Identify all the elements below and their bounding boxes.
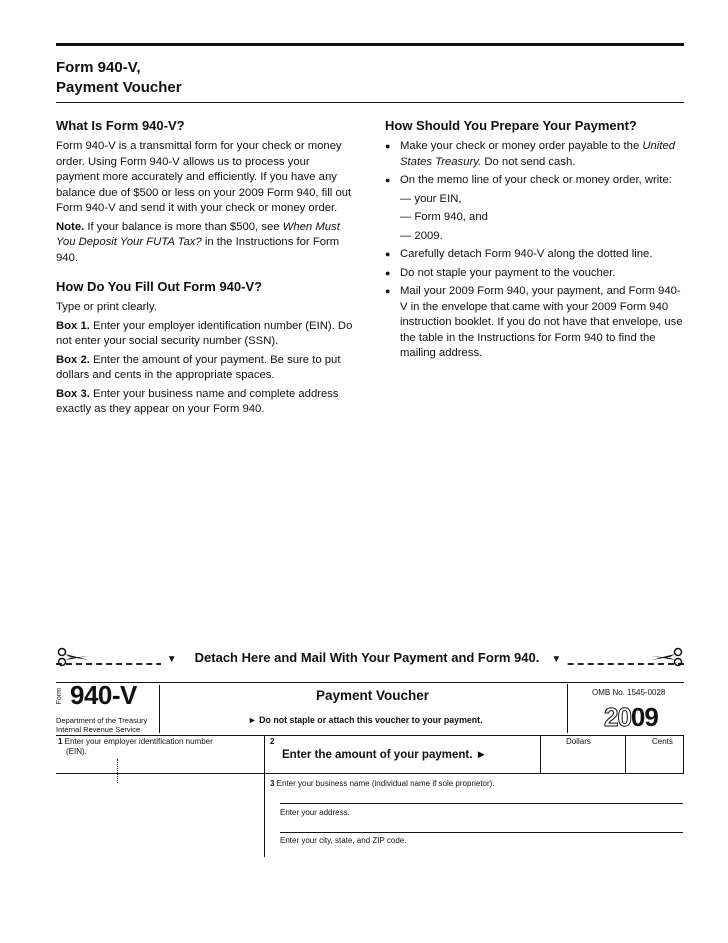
voucher-divider [567,684,568,733]
header-rule [56,102,684,103]
omb-number: OMB No. 1545-0028 [592,688,666,697]
box2-label: Box 2. [56,353,90,366]
memo-sub-year: — 2009. [400,229,443,242]
what-heading: What Is Form 940-V? [56,118,185,133]
bullet-memo: ● On the memo line of your check or money order, write: [385,173,685,189]
detach-instruction [0,649,728,667]
form-number: 940-V [70,680,137,710]
box3-text: Enter your business name (individual name if sole proprietor). [274,779,495,788]
dept-line-1: Department of the Treasury [56,716,148,725]
dept-line-2: Internal Revenue Service [56,725,141,734]
note-italic: When Must You Deposit Your FUTA Tax? [56,220,340,248]
detach-text: Detach Here and Mail With Your Payment and Form 940. [194,650,540,665]
bullet-payable-tail: Do not send cash. [481,155,576,168]
city-state-zip-label[interactable]: Enter your city, state, and ZIP code. [280,836,407,845]
cents-field-label[interactable]: Cents [652,737,673,746]
box3-paragraph [56,387,356,418]
box1-line-2: (EIN). [66,746,87,756]
bullet-detach: ● Carefully detach Form 940-V along the dotted line. [385,247,685,263]
bullet-payable-text: Make your check or money order payable to the [400,140,643,152]
voucher-divider [264,735,265,857]
right-column [385,117,685,365]
prepare-heading: How Should You Prepare Your Payment? [385,118,637,133]
business-name-line [280,803,683,804]
address-field-label[interactable]: Enter your address. [280,808,350,817]
voucher-row-rule [56,735,684,736]
amount-label: Enter the amount of your payment. ► [282,749,487,761]
note-label: Note. [56,220,85,233]
bullet-payable-italic: United States Treasury. [400,140,676,168]
address-line [280,832,683,833]
fill-heading: How Do You Fill Out Form 940-V? [56,279,263,294]
dollars-field-label[interactable]: Dollars [566,737,591,746]
detach-arrow-left-icon: ▼ [166,654,177,665]
type-paragraph: Type or print clearly. [56,301,157,313]
box1-text: Enter your employer identification number (EIN). Do not enter your social security number (SSN). [56,319,353,347]
box2-number: 2 [270,737,275,746]
box1-label: Box 1. [56,319,90,332]
title-line-2: Payment Voucher [56,79,182,96]
bullet-mail: ● Mail your 2009 Form 940, your payment, and Form 940-V in the envelope that came with your 2009 Form 940 instruction booklet. If you do not have that envelope, use the table in the Instructions for Form 940 to find the mailing address. [385,284,685,362]
page-title [56,58,182,98]
detach-text-wrap [161,650,568,665]
voucher-divider [625,735,626,773]
note-text-1: If your balance is more than $500, see [84,220,283,233]
box1-line-1: Enter your employer identification number [62,737,213,746]
left-column [56,117,356,418]
voucher-row-rule [56,773,684,774]
form-label: Form [56,688,63,705]
no-staple-notice: ► Do not staple or attach this voucher to your payment. [248,715,483,725]
box1-number: 1 [58,737,63,746]
ein-input-field[interactable] [117,759,118,783]
box3-label: Box 3. [56,387,90,400]
title-line-1: Form 940-V, [56,59,141,76]
what-paragraph: Form 940-V is a transmittal form for your check or money order. Using Form 940-V allows us to process your payment more accurately and efficiently. If you have any balance due of $500 or less on your 2009 Form 940, fill out Form 940-V and send it with your check or money order. [56,140,352,214]
department [56,716,147,734]
box3-text: Enter your business name and complete address exactly as they appear on your Form 940. [56,387,339,415]
year-solid: 09 [630,702,658,732]
voucher-top-rule [56,682,684,683]
voucher-divider [540,735,541,773]
detach-arrow-right-icon: ▼ [551,654,562,665]
voucher-divider [159,685,160,733]
top-rule [56,43,684,46]
voucher-title: Payment Voucher [316,688,430,703]
business-name-label[interactable] [270,779,495,788]
memo-sub-form: — Form 940, and [400,211,488,223]
year-outline: 20 [604,702,631,732]
memo-sub-ein: — your EIN, [400,192,462,205]
box1-ein-label [58,737,213,756]
box3-number: 3 [270,779,275,788]
bullet-payable [385,139,685,170]
note-paragraph [56,220,356,267]
voucher-divider [683,735,684,773]
box2-paragraph [56,353,356,384]
tax-year [604,702,658,733]
note-text-2: in the Instructions for Form 940. [56,236,340,264]
box1-paragraph [56,319,356,350]
box2-text: Enter the amount of your payment. Be sure to put dollars and cents in the appropriate spaces. [56,353,341,381]
bullet-no-staple: ● Do not staple your payment to the voucher. [385,266,685,282]
